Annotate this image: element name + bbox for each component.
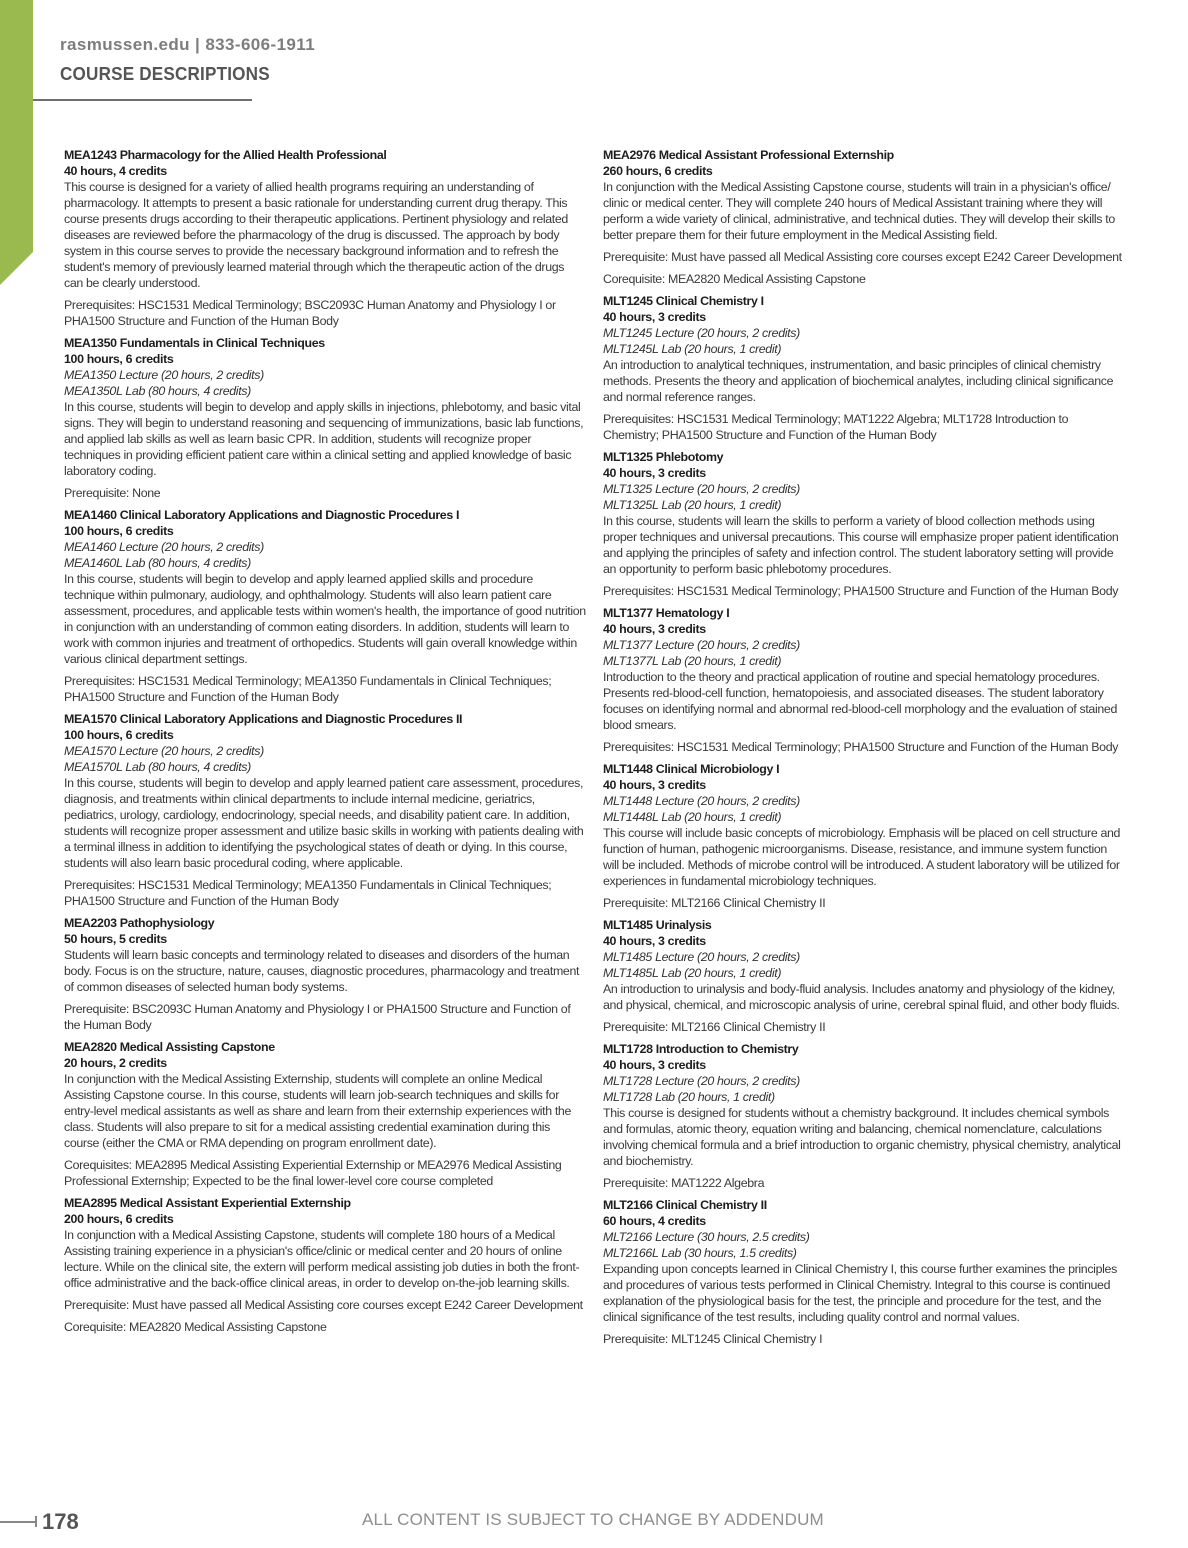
left-column: [64, 147, 586, 1335]
course-title: MEA1243 Pharmacology for the Allied Health Professional: [64, 148, 387, 162]
course-hours: 40 hours, 3 credits: [603, 310, 706, 324]
footer-tick: [35, 1516, 37, 1527]
course-hours: 40 hours, 3 credits: [603, 1058, 706, 1072]
section-title: COURSE DESCRIPTIONS: [60, 64, 270, 84]
course-title: MEA2895 Medical Assistant Experiential Externship: [64, 1196, 351, 1210]
course-hours: 40 hours, 3 credits: [603, 934, 706, 948]
course-requisite: Prerequisites: HSC1531 Medical Terminology; BSC2093C Human Anatomy and Physiology I or PHA1500 Structure and Function of the Human Body: [64, 298, 556, 328]
course-hours: 20 hours, 2 credits: [64, 1056, 167, 1070]
course-title: MEA2203 Pathophysiology: [64, 916, 215, 930]
course-component: MLT1485L Lab (20 hours, 1 credit): [603, 966, 782, 980]
course-description: In conjunction with a Medical Assisting Capstone, students will complete 180 hours of a Medical Assisting training experience in a physician's office/clinic or medical center and 20 hours of online lecture. While on the clinical site, the extern will perform medical assisting job duties in both the front-office administrative and the back-office clinical areas, in order to develop on-the-job learning skills.: [64, 1228, 580, 1290]
footer-note: ALL CONTENT IS SUBJECT TO CHANGE BY ADDENDUM: [362, 1510, 824, 1529]
course-description: In this course, students will begin to develop and apply learned patient care assessment, procedures, diagnosis, and treatments within clinical departments to include internal medicine, geriatrics, pediatrics, urology, cardiology, endocrinology, special needs, and disability patient care. In addition, students will recognize proper assessment and utilize basic skills in working with patients dealing with a terminal illness in addition to identifying the psychological states of death or dying. In this course, students will also learn basic procedural coding, where applicable.: [64, 776, 584, 870]
course-component: MLT1728 Lab (20 hours, 1 credit): [603, 1090, 775, 1104]
course-title: MLT1377 Hematology I: [603, 606, 730, 620]
course-component: MLT1325L Lab (20 hours, 1 credit): [603, 498, 782, 512]
course-entry: [603, 917, 1125, 1035]
course-component: MLT1448L Lab (20 hours, 1 credit): [603, 810, 782, 824]
accent-bar: [0, 0, 33, 285]
course-entry: [603, 147, 1125, 287]
course-component: MEA1460 Lecture (20 hours, 2 credits): [64, 540, 264, 554]
course-description: Students will learn basic concepts and terminology related to diseases and disorders of the human body. Focus is on the structure, nature, causes, diagnostic procedures, pharmacology and treatment of common diseases of selected human body systems.: [64, 948, 580, 994]
course-requisite: Prerequisite: MAT1222 Algebra: [603, 1176, 765, 1190]
footer-rule: [0, 1521, 36, 1523]
course-title: MLT1245 Clinical Chemistry I: [603, 294, 764, 308]
course-description: In conjunction with the Medical Assisting Capstone course, students will train in a physician's office/ clinic or medical center. They will complete 240 hours of Medical Assistant training where they will perform a wide variety of clinical, administrative, and technical duties. They will develop their skills to better prepare them for their future employment in the Medical Assisting field.: [603, 180, 1115, 242]
course-entry: [603, 1197, 1125, 1347]
course-requisite: Prerequisite: Must have passed all Medical Assisting core courses except E242 Career Development: [603, 250, 1122, 264]
course-component: MLT2166L Lab (30 hours, 1.5 credits): [603, 1246, 797, 1260]
course-component: MEA1460L Lab (80 hours, 4 credits): [64, 556, 251, 570]
course-title: MLT1448 Clinical Microbiology I: [603, 762, 780, 776]
course-requisite: Prerequisite: MLT2166 Clinical Chemistry II: [603, 1020, 826, 1034]
course-entry: [64, 507, 586, 705]
course-component: MLT1485 Lecture (20 hours, 2 credits): [603, 950, 800, 964]
course-hours: 100 hours, 6 credits: [64, 524, 174, 538]
course-component: MEA1350 Lecture (20 hours, 2 credits): [64, 368, 264, 382]
page-number: 178: [42, 1509, 79, 1534]
course-hours: 60 hours, 4 credits: [603, 1214, 706, 1228]
course-description: This course is designed for students without a chemistry background. It includes chemical symbols and formulas, atomic theory, equation writing and balancing, chemical nomenclature, calculations involving chemical formula and a brief introduction to organic chemistry, physical chemistry, analytical and biochemistry.: [603, 1106, 1121, 1168]
course-requisite: Corequisites: MEA2895 Medical Assisting Experiential Externship or MEA2976 Medical Assisting Professional Externship; Expected to be the final lower-level core course completed: [64, 1158, 562, 1188]
course-description: In this course, students will learn the skills to perform a variety of blood collection methods using proper techniques and universal precautions. This course will emphasize proper patient identification and applying the principles of safety and infection control. The student laboratory setting will provide an opportunity to perform basic phlebotomy procedures.: [603, 514, 1119, 576]
course-requisite: Prerequisite: Must have passed all Medical Assisting core courses except E242 Career Development: [64, 1298, 583, 1312]
course-entry: [603, 761, 1125, 911]
course-description: This course is designed for a variety of allied health programs requiring an understanding of pharmacology. It attempts to present a basic rationale for understanding current drug therapy. This course presents drugs according to their therapeutic applications. Pertinent physiology and related diseases are reviewed before the pharmacology of the drug is discussed. The approach by body system in this course serves to provide the necessary background information and to refresh the student's memory of previously learned material through which the therapeutic action of the drugs can be clearly understood.: [64, 180, 568, 290]
course-title: MLT1728 Introduction to Chemistry: [603, 1042, 799, 1056]
course-title: MEA2820 Medical Assisting Capstone: [64, 1040, 275, 1054]
course-requisite: Prerequisites: HSC1531 Medical Terminology; PHA1500 Structure and Function of the Human Body: [603, 740, 1119, 754]
course-description: In conjunction with the Medical Assisting Externship, students will complete an online Medical Assisting Capstone course. In this course, students will learn job-search techniques and skills for entry-level medical assistants as well as share and learn from their externship experiences with the class. Students will also prepare to sit for a medical assisting credential examination during this course (either the CMA or RMA depending on program enrollment date).: [64, 1072, 572, 1150]
header-divider: [33, 99, 252, 101]
course-component: MEA1350L Lab (80 hours, 4 credits): [64, 384, 251, 398]
course-entry: [64, 711, 586, 909]
site-contact: rasmussen.edu | 833-606-1911: [60, 35, 316, 54]
course-hours: 200 hours, 6 credits: [64, 1212, 174, 1226]
course-component: MLT2166 Lecture (30 hours, 2.5 credits): [603, 1230, 810, 1244]
course-requisite: Corequisite: MEA2820 Medical Assisting Capstone: [64, 1320, 327, 1334]
course-title: MEA1570 Clinical Laboratory Applications and Diagnostic Procedures II: [64, 712, 463, 726]
course-component: MLT1245 Lecture (20 hours, 2 credits): [603, 326, 800, 340]
course-requisite: Prerequisites: HSC1531 Medical Terminology; MAT1222 Algebra; MLT1728 Introduction to Chemistry; PHA1500 Structure and Function of the Human Body: [603, 412, 1069, 442]
course-component: MLT1325 Lecture (20 hours, 2 credits): [603, 482, 800, 496]
course-description: In this course, students will begin to develop and apply learned applied skills and procedure technique within pulmonary, audiology, and ophthalmology. Students will also learn patient care assessment, procedures, and applicable tests within women's health, the importance of good nutrition in conjunction with an understanding of common eating disorders. In addition, students will learn to work with common injuries and treatment of orthopedics. Students will gain overall knowledge within various clinical department settings.: [64, 572, 586, 666]
course-hours: 100 hours, 6 credits: [64, 352, 174, 366]
course-title: MEA1460 Clinical Laboratory Applications and Diagnostic Procedures I: [64, 508, 460, 522]
course-requisite: Corequisite: MEA2820 Medical Assisting Capstone: [603, 272, 866, 286]
course-entry: [603, 293, 1125, 443]
course-entry: [64, 147, 586, 329]
course-hours: 40 hours, 4 credits: [64, 164, 167, 178]
course-title: MEA2976 Medical Assistant Professional Externship: [603, 148, 894, 162]
course-entry: [603, 605, 1125, 755]
course-component: MLT1728 Lecture (20 hours, 2 credits): [603, 1074, 800, 1088]
course-entry: [64, 1195, 586, 1335]
course-component: MEA1570L Lab (80 hours, 4 credits): [64, 760, 251, 774]
course-hours: 40 hours, 3 credits: [603, 466, 706, 480]
course-entry: [603, 449, 1125, 599]
right-column: [603, 147, 1125, 1347]
course-entry: [64, 1039, 586, 1189]
course-description: An introduction to analytical techniques, instrumentation, and basic principles of clinical chemistry methods. Presents the theory and application of biochemical analytes, including clinical significance and normal reference ranges.: [603, 358, 1114, 404]
course-title: MEA1350 Fundamentals in Clinical Techniques: [64, 336, 325, 350]
course-hours: 100 hours, 6 credits: [64, 728, 174, 742]
course-hours: 50 hours, 5 credits: [64, 932, 167, 946]
course-entry: [64, 915, 586, 1033]
course-component: MLT1377 Lecture (20 hours, 2 credits): [603, 638, 800, 652]
course-title: MLT1325 Phlebotomy: [603, 450, 724, 464]
course-requisite: Prerequisite: MLT1245 Clinical Chemistry I: [603, 1332, 823, 1346]
course-title: MLT1485 Urinalysis: [603, 918, 712, 932]
course-entry: [603, 1041, 1125, 1191]
course-description: Introduction to the theory and practical application of routine and special hematology procedures. Presents red-blood-cell function, hematopoiesis, and associated diseases. The student laboratory focuses on identifying normal and abnormal red-blood-cell morphology and the evaluation of stained blood smears.: [603, 670, 1117, 732]
course-requisite: Prerequisites: HSC1531 Medical Terminology; MEA1350 Fundamentals in Clinical Techniques; PHA1500 Structure and Function of the Human Body: [64, 878, 552, 908]
course-requisite: Prerequisite: None: [64, 486, 161, 500]
course-description: In this course, students will begin to develop and apply skills in injections, phlebotomy, and basic vital signs. They will begin to understand reasoning and sequencing of immunizations, basic lab functions, and applied lab skills as well as learn basic CPR. In addition, students will recognize proper techniques in providing efficient patient care within a clinical setting and applied knowledge of basic laboratory coding.: [64, 400, 584, 478]
course-description: Expanding upon concepts learned in Clinical Chemistry I, this course further examines the principles and procedures of various tests performed in Clinical Chemistry. Integral to this course is continued explanation of the physiological basis for the test, the principle and procedure for the test, and the clinical significance of the test results, including quality control and normal values.: [603, 1262, 1117, 1324]
course-component: MEA1570 Lecture (20 hours, 2 credits): [64, 744, 264, 758]
course-component: MLT1377L Lab (20 hours, 1 credit): [603, 654, 782, 668]
course-hours: 40 hours, 3 credits: [603, 622, 706, 636]
course-entry: [64, 335, 586, 501]
course-requisite: Prerequisites: HSC1531 Medical Terminology; PHA1500 Structure and Function of the Human Body: [603, 584, 1119, 598]
course-requisite: Prerequisites: HSC1531 Medical Terminology; MEA1350 Fundamentals in Clinical Techniques; PHA1500 Structure and Function of the Human Body: [64, 674, 552, 704]
accent-bar-shape: [0, 0, 33, 285]
course-requisite: Prerequisite: MLT2166 Clinical Chemistry II: [603, 896, 826, 910]
course-description: This course will include basic concepts of microbiology. Emphasis will be placed on cell structure and function of human, pathogenic microorganisms. Disease, resistance, and immune system function will be included. Methods of microbe control will be introduced. A student laboratory will be utilized for experiences in fundamental microbiology techniques.: [603, 826, 1121, 888]
course-component: MLT1448 Lecture (20 hours, 2 credits): [603, 794, 800, 808]
course-hours: 40 hours, 3 credits: [603, 778, 706, 792]
course-hours: 260 hours, 6 credits: [603, 164, 713, 178]
course-description: An introduction to urinalysis and body-fluid analysis. Includes anatomy and physiology of the kidney, and physical, chemical, and microscopic analysis of urine, cerebral spinal fluid, and other body fluids.: [603, 982, 1120, 1012]
course-requisite: Prerequisite: BSC2093C Human Anatomy and Physiology I or PHA1500 Structure and Function of the Human Body: [64, 1002, 571, 1032]
course-component: MLT1245L Lab (20 hours, 1 credit): [603, 342, 782, 356]
course-title: MLT2166 Clinical Chemistry II: [603, 1198, 767, 1212]
